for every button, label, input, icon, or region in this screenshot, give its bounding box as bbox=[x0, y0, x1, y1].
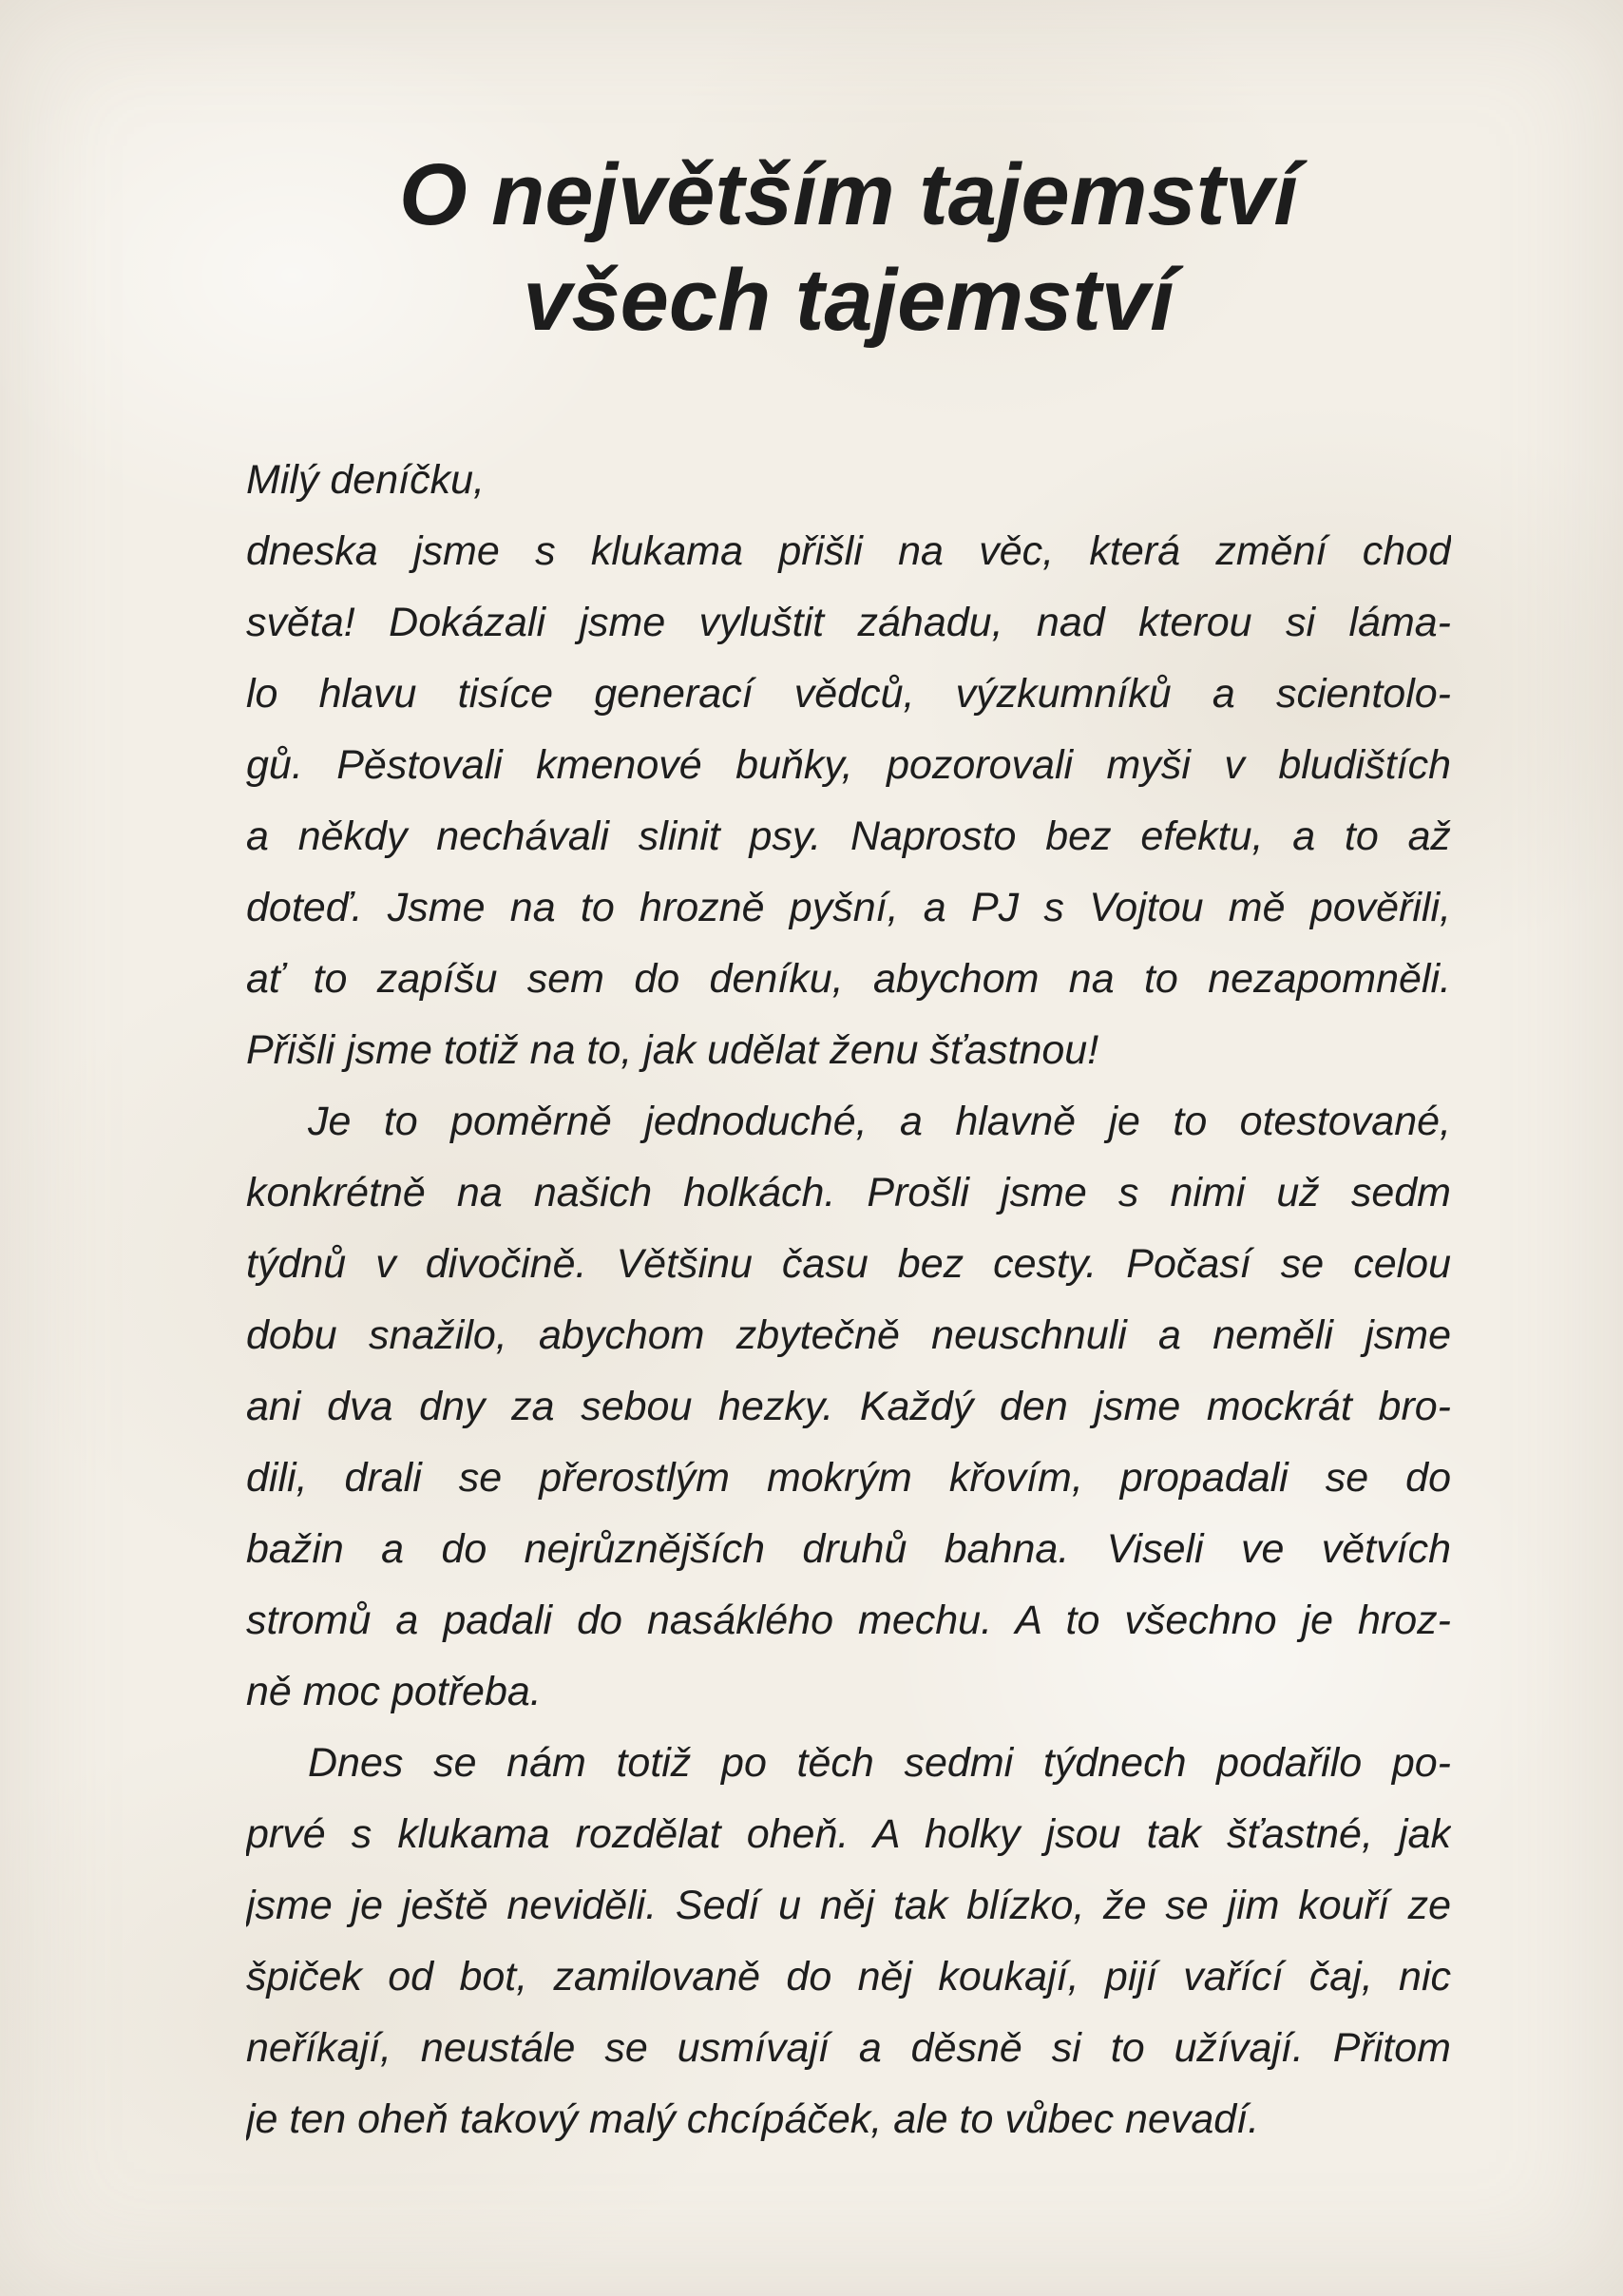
paragraph bbox=[246, 516, 1451, 1086]
text-line: světa! Dokázali jsme vyluštit záhadu, nad kterou si láma- bbox=[246, 600, 1451, 645]
text-line: stromů a padali do nasáklého mechu. A to všechno je hroz- bbox=[246, 1598, 1451, 1643]
page-title bbox=[246, 143, 1451, 354]
text-line: bažin a do nejrůznějších druhů bahna. Viseli ve větvích bbox=[246, 1526, 1451, 1572]
text-line: gů. Pěstovali kmenové buňky, pozorovali myši v bludištích bbox=[246, 742, 1451, 788]
paragraph bbox=[246, 1086, 1451, 1728]
text-line: Je to poměrně jednoduché, a hlavně je to otestované, bbox=[308, 1099, 1451, 1144]
text-line: ani dva dny za sebou hezky. Každý den jsme mockrát bro- bbox=[246, 1384, 1451, 1429]
text-line: špiček od bot, zamilovaně do něj koukají, pijí vařící čaj, nic bbox=[246, 1954, 1451, 1999]
text-line: dili, drali se přerostlým mokrým křovím, propadali se do bbox=[246, 1455, 1451, 1501]
title-line: O největším tajemství bbox=[399, 146, 1298, 243]
text-line: prvé s klukama rozdělat oheň. A holky jsou tak šťastné, jak bbox=[246, 1811, 1451, 1857]
text-line: dneska jsme s klukama přišli na věc, která změní chod bbox=[246, 528, 1451, 574]
text-line: lo hlavu tisíce generací vědců, výzkumníků a scientolo- bbox=[246, 671, 1451, 717]
paragraph bbox=[246, 1728, 1451, 2155]
diary-body bbox=[246, 445, 1451, 2155]
text-line: dobu snažilo, abychom zbytečně neuschnuli a neměli jsme bbox=[246, 1312, 1451, 1358]
title-line: všech tajemství bbox=[523, 252, 1174, 349]
text-line: jsme je ještě neviděli. Sedí u něj tak blízko, že se jim kouří ze bbox=[246, 1883, 1451, 1928]
salutation: Milý deníčku, bbox=[246, 457, 485, 503]
text-line: doteď. Jsme na to hrozně pyšní, a PJ s Vojtou mě pověřili, bbox=[246, 885, 1451, 930]
text-line: a někdy nechávali slinit psy. Naprosto bez efektu, a to až bbox=[246, 813, 1451, 859]
text-line: týdnů v divočině. Většinu času bez cesty. Počasí se celou bbox=[246, 1241, 1451, 1287]
text-line: je ten oheň takový malý chcípáček, ale to vůbec nevadí. bbox=[246, 2096, 1260, 2142]
text-line: Dnes se nám totiž po těch sedmi týdnech podařilo po- bbox=[308, 1740, 1451, 1786]
text-line: ně moc potřeba. bbox=[246, 1669, 542, 1714]
text-line: neříkají, neustále se usmívají a děsně si to užívají. Přitom bbox=[246, 2025, 1451, 2071]
text-line: Přišli jsme totiž na to, jak udělat ženu šťastnou! bbox=[246, 1027, 1099, 1073]
text-line: konkrétně na našich holkách. Prošli jsme s nimi už sedm bbox=[246, 1170, 1451, 1215]
text-line: ať to zapíšu sem do deníku, abychom na to nezapomněli. bbox=[246, 956, 1451, 1002]
